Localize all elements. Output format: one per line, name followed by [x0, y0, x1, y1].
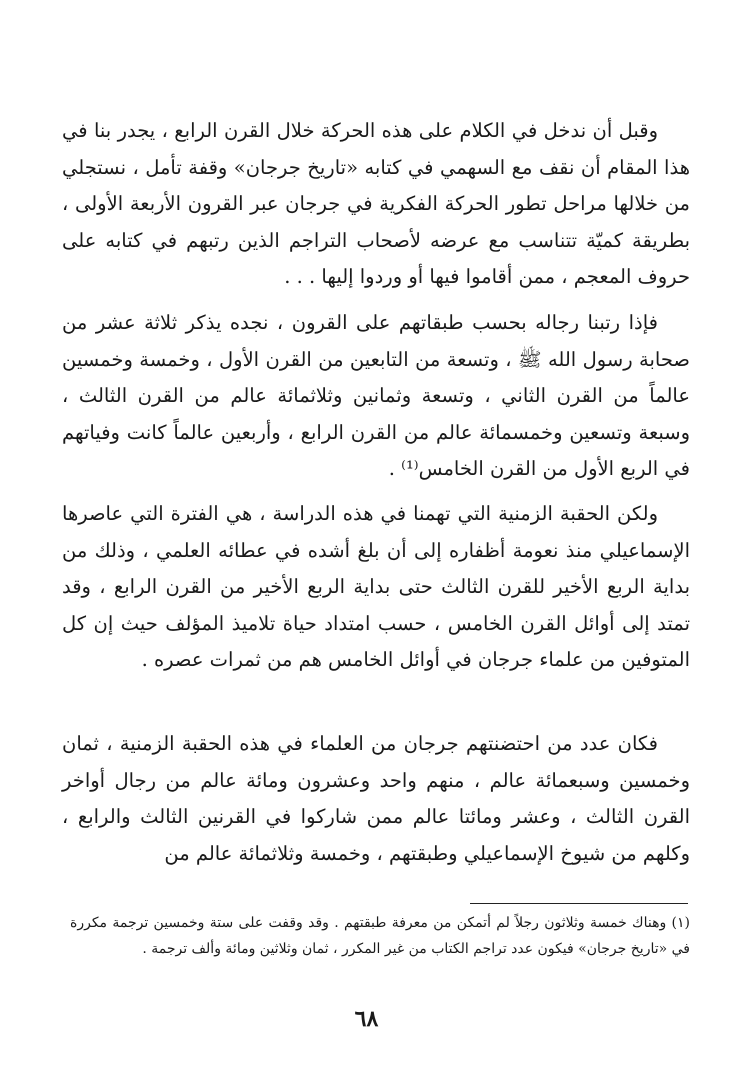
paragraph-2: فإذا رتبنا رجاله بحسب طبقاتهم على القرون ، نجده يذكر ثلاثة عشر من صحابة رسول الله ﷺ ، وتسعة من التابعين من القرن الأول ، وخمسة وخمسين عالماً من القرن الثاني ، وتسعة وثمانين وثلاثمائة عالم من القرن الثالث ، وسبعة وتسعين وخمسمائة عالم من القرن الرابع ، وأربعين عالماً كانت وفياتهم في الربع الأول من القرن الخامس⁽¹⁾ . [62, 311, 690, 480]
paragraph-3: ولكن الحقبة الزمنية التي تهمنا في هذه الدراسة ، هي الفترة التي عاصرها الإسماعيلي منذ نعومة أظفاره إلى أن بلغ أشده في عطائه العلمي ، وذلك من بداية الربع الأخير للقرن الثالث حتى بداية الربع الأخير من القرن الرابع ، وقد تمتد إلى أوائل القرن الخامس ، حسب امتداد حياة تلاميذ المؤلف حيث إن كل المتوفين من علماء جرجان في أوائل الخامس هم من ثمرات عصره . [62, 502, 690, 671]
paragraph-4: فكان عدد من احتضنتهم جرجان من العلماء في هذه الحقبة الزمنية ، ثمان وخمسين وسبعمائة عالم ، منهم واحد وعشرون ومائة عالم من رجال أواخر القرن الثالث ، وعشر ومائتا عالم ممن شاركوا في القرنين الثالث والرابع ، وكلهم من شيوخ الإسماعيلي وطبقتهم ، وخمسة وثلاثمائة عالم من [62, 732, 690, 865]
footnote: (١) وهناك خمسة وثلاثون رجلاً لم أتمكن من معرفة طبقتهم . وقد وقفت على ستة وخمسين ترجمة مكررة في «تاريخ جرجان» فيكون عدد تراجم الكتاب من غير المكرر ، ثمان وثلاثين ومائة وألف ترجمة . [70, 915, 690, 957]
page-number: ٦٨ [354, 1006, 379, 1032]
paragraph-1: وقبل أن ندخل في الكلام على هذه الحركة خلال القرن الرابع ، يجدر بنا في هذا المقام أن نقف مع السهمي في كتابه «تاريخ جرجان» وقفة تأمل ، نستجلي من خلالها مراحل تطور الحركة الفكرية في جرجان عبر القرون الأربعة الأولى ، بطريقة كميّة تتناسب مع عرضه لأصحاب التراجم الذين رتبهم في كتابه على حروف المعجم ، ممن أقاموا فيها أو وردوا إليها . . . [62, 119, 690, 288]
footnote-divider [470, 903, 688, 904]
